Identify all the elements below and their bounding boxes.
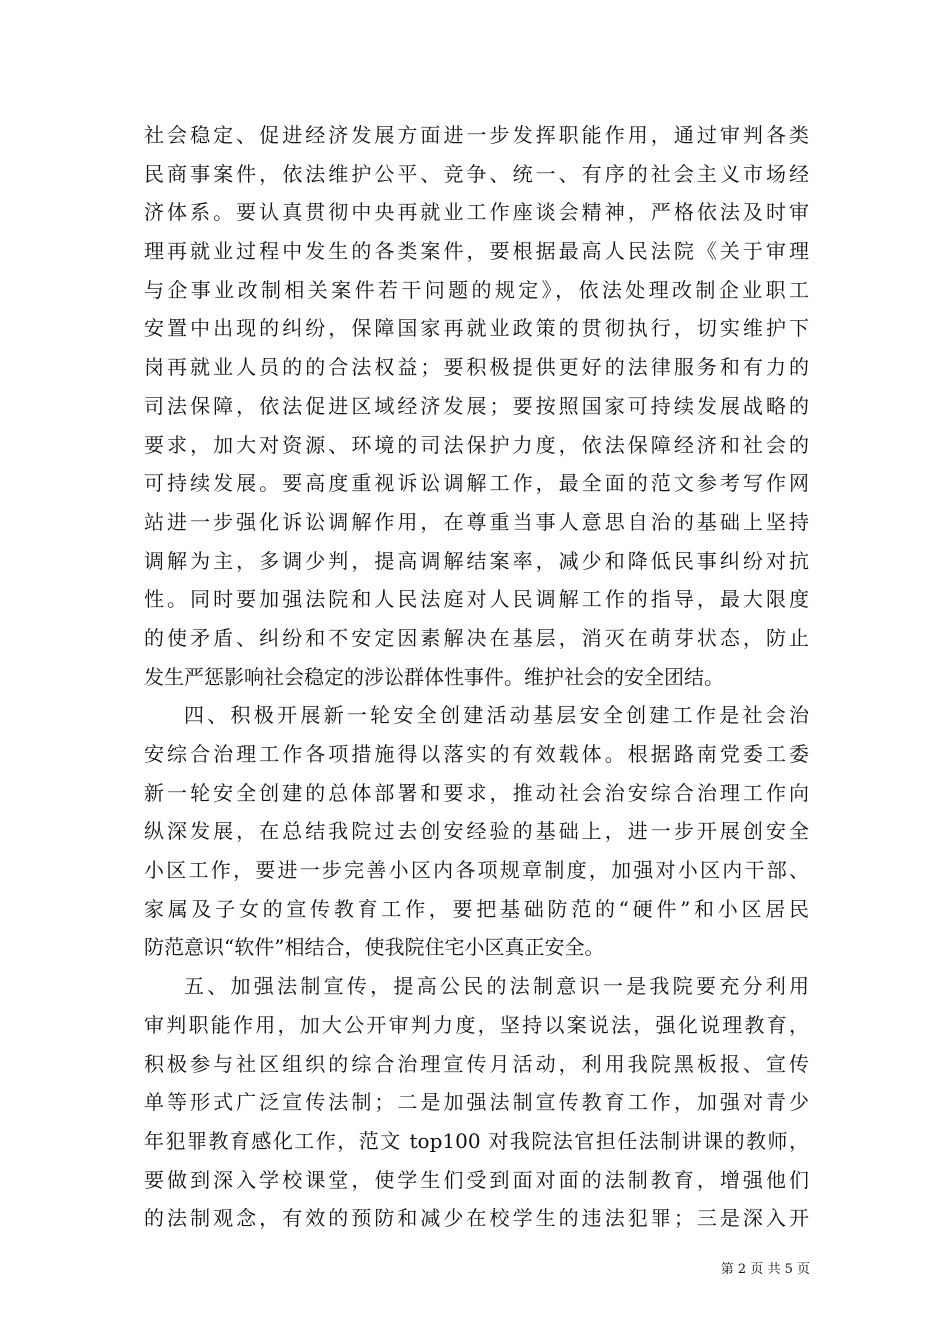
paragraph-2	[144, 696, 809, 967]
text-line: 要求，加大对资源、环境的司法保护力度，依法保障经济和社会的	[144, 432, 809, 457]
text-line: 可持续发展。要高度重视诉讼调解工作，最全面的范文参考写作网	[144, 471, 809, 496]
text-line: 安综合治理工作各项措施得以落实的有效载体。根据路南党委工委	[144, 742, 809, 766]
text-line: 的法制观念，有效的预防和减少在校学生的违法犯罪；三是深入开	[144, 1206, 809, 1231]
text-line: 四、积极开展新一轮安全创建活动基层安全创建工作是社会治	[184, 703, 809, 728]
text-line: 民商事案件，依法维护公平、竞争、统一、有序的社会主义市场经	[144, 161, 809, 186]
text-line: 理再就业过程中发生的各类案件，要根据最高人民法院《关于审理	[144, 239, 809, 264]
text-line: 性。同时要加强法院和人民法庭对人民调解工作的指导，最大限度	[144, 587, 809, 612]
text-line: 要做到深入学校课堂，使学生们受到面对面的法制教育，增强他们	[144, 1167, 809, 1192]
document-body	[144, 116, 809, 1238]
text-line: 司法保障，依法促进区域经济发展；要按照国家可持续发展战略的	[144, 393, 809, 418]
text-line: 单等形式广泛宣传法制；二是加强法制宣传教育工作，加强对青少	[144, 1090, 809, 1115]
text-line: 五、加强法制宣传，提高公民的法制意识一是我院要充分利用	[184, 974, 809, 999]
text-line: 年犯罪教育感化工作，范文 top100 对我院法官担任法制讲课的教师，	[144, 1128, 809, 1153]
text-line: 小区工作，要进一步完善小区内各项规章制度，加强对小区内干部、	[144, 858, 809, 883]
text-line: 社会稳定、促进经济发展方面进一步发挥职能作用，通过审判各类	[144, 123, 809, 147]
text-line: 审判职能作用，加大公开审判力度，坚持以案说法，强化说理教育，	[144, 1012, 809, 1037]
text-line: 站进一步强化诉讼调解作用，在尊重当事人意思自治的基础上坚持	[144, 509, 809, 534]
text-line: 积极参与社区组织的综合治理宣传月活动，利用我院黑板报、宣传	[144, 1051, 809, 1076]
text-line: 调解为主，多调少判，提高调解结案率，减少和降低民事纠纷对抗	[144, 548, 809, 573]
paragraph-1	[144, 116, 809, 696]
text-line: 发生严惩影响社会稳定的涉讼群体性事件。维护社会的安全团结。	[144, 664, 724, 689]
text-line: 家属及子女的宣传教育工作，要把基础防范的“硬件”和小区居民	[144, 896, 809, 921]
text-line: 防范意识“软件”相结合，使我院住宅小区真正安全。	[144, 935, 605, 960]
text-line: 新一轮安全创建的总体部署和要求，推动社会治安综合治理工作向	[144, 780, 809, 805]
text-line: 安置中出现的纠纷，保障国家再就业政策的贯彻执行，切实维护下	[144, 316, 809, 341]
text-line: 的使矛盾、纠纷和不安定因素解决在基层，消灭在萌芽状态，防止	[144, 625, 809, 650]
paragraph-3	[144, 967, 809, 1238]
page-number: 第 2 页 共 5 页	[720, 1262, 810, 1277]
text-line: 济体系。要认真贯彻中央再就业工作座谈会精神，严格依法及时审	[144, 200, 809, 225]
text-line: 岗再就业人员的的合法权益；要积极提供更好的法律服务和有力的	[144, 355, 809, 380]
text-line: 与企事业改制相关案件若干问题的规定》，依法处理改制企业职工	[144, 277, 809, 302]
text-line: 纵深发展，在总结我院过去创安经验的基础上，进一步开展创安全	[144, 819, 809, 844]
